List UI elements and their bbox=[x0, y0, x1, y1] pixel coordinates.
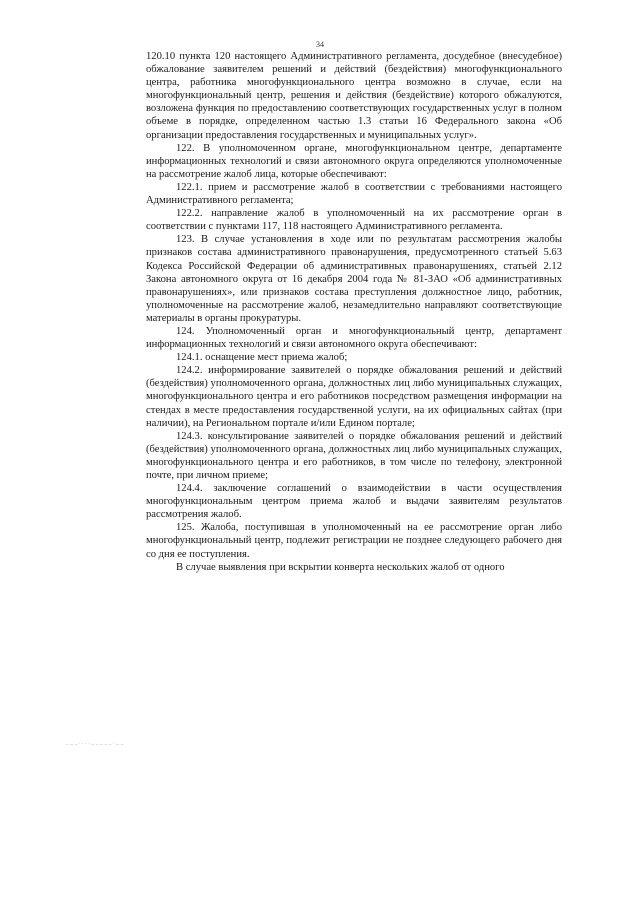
paragraph-123: 123. В случае установления в ходе или по результатам рассмотрения жалобы признаков состава административного правонарушения, предусмотренного статьей 5.63 Кодекса Российской Федерации об административных правонарушениях, статьей 2.12 Закона автономного округа от 16 декабря 2004 года № 81-ЗАО «Об административных правонарушениях», или признаков состава преступления должностное лицо, работник, уполномоченные на рассмотрение жалоб, незамедлительно направляют соответствующие материалы в органы прокуратуры. bbox=[146, 234, 562, 324]
document-body bbox=[146, 50, 562, 574]
paragraph-122-2: 122.2. направление жалоб в уполномоченный на их рассмотрение орган в соответствии с пунктами 117, 118 настоящего Административного регламента. bbox=[146, 208, 562, 233]
paragraph-120-continuation: 120.10 пункта 120 настоящего Административного регламента, досудебное (внесудебное) обжалование заявителем решений и действий (бездействия) многофункционального центра, работника многофункционального центра возможно в случае, если на многофункциональный центр, решения и действия (бездействие) которого обжалуются, возложена функция по предоставлению соответствующих государственных услуг в полном объеме в порядке, определенном частью 1.3 статьи 16 Федерального закона «Об организации предоставления государственных и муниципальных услуг». bbox=[146, 51, 562, 141]
footer-mark: _ _ _ . . . . _ _ _ _ _ . _ _ bbox=[66, 741, 124, 746]
paragraph-124-3: 124.3. консультирование заявителей о порядке обжалования решений и действий (бездействия) уполномоченного органа, должностных лиц либо муниципальных служащих, многофункционального центра и его работников, в том числе по телефону, электронной почте, при личном приеме; bbox=[146, 430, 562, 481]
paragraph-124-4: 124.4. заключение соглашений о взаимодействии в части осуществления многофункциональным центром приема жалоб и выдачи заявителям результатов рассмотрения жалоб. bbox=[146, 483, 562, 521]
paragraph-125-continuation: В случае выявления при вскрытии конверта нескольких жалоб от одного bbox=[176, 561, 505, 573]
paragraph-124: 124. Уполномоченный орган и многофункциональный центр, департамент информационных технологий и связи автономного округа обеспечивают: bbox=[146, 325, 562, 351]
paragraph-125: 125. Жалоба, поступившая в уполномоченный на ее рассмотрение орган либо многофункциональный центр, подлежит регистрации не позднее следующего рабочего дня со дня ее поступления. bbox=[146, 522, 562, 560]
paragraph-124-1: 124.1. оснащение мест приема жалоб; bbox=[176, 352, 348, 364]
paragraph-124-2: 124.2. информирование заявителей о порядке обжалования решений и действий (бездействия) уполномоченного органа, должностных лиц либо муниципальных служащих, многофункционального центра и его работников посредством размещения информации на стендах в месте предоставления государственной услуги, на их официальных сайтах (при наличии), на Региональном портале и/или Едином портале; bbox=[146, 365, 562, 429]
paragraph-122: 122. В уполномоченном органе, многофункциональном центре, департаменте информационных технологий и связи автономного округа определяются уполномоченные на рассмотрение жалоб лица, которые обеспечивают: bbox=[146, 142, 562, 180]
paragraph-122-1: 122.1. прием и рассмотрение жалоб в соответствии с требованиями настоящего Административного регламента; bbox=[146, 181, 562, 207]
page-number: 34 bbox=[316, 40, 324, 49]
